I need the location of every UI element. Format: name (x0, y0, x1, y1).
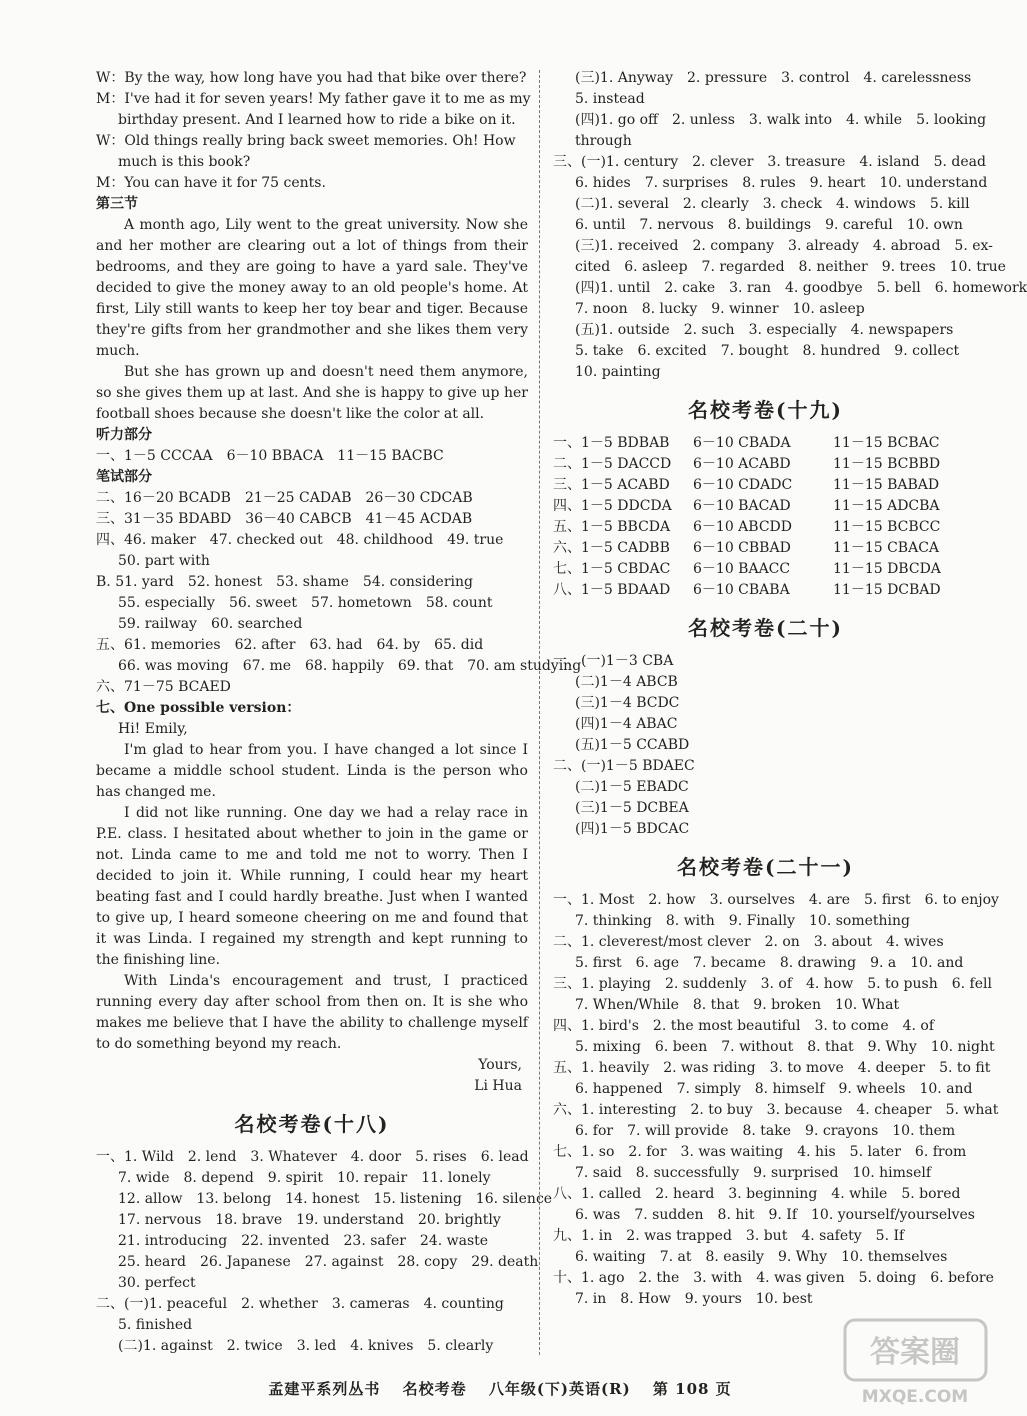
answer-group: 七、1－5 CBDAC (553, 561, 671, 577)
answer-line: 二、(一)1. peaceful 2. whether 3. cameras 4. counting (96, 1296, 504, 1312)
answer-group: 6－10 ACABD (693, 456, 791, 472)
answer-line: 一、1－5 CCCAA 6－10 BBACA 11－15 BACBC (96, 448, 444, 464)
exam-title: 名校考卷(十八) (234, 1112, 390, 1136)
answer-line: (三)1－4 BCDC (575, 695, 680, 711)
essay-paragraph: I'm glad to hear from you. I have changed a lot since I became a middle school student. Linda is the person who has changed me. (96, 742, 528, 800)
answer-group: 11－15 BABAD (833, 477, 940, 493)
answer-line: 25. heard 26. Japanese 27. against 28. copy 29. death (118, 1254, 539, 1270)
watermark-logo (843, 1318, 988, 1410)
answer-line: 5. instead (575, 91, 645, 107)
answer-line: 5. take 6. excited 7. bought 8. hundred 9. collect (575, 343, 960, 359)
dialogue-line: W：By the way, how long have you had that bike over there? (96, 70, 527, 86)
answer-line: 一、(一)1－3 CBA (553, 653, 674, 669)
answer-line: 5. mixing 6. been 7. without 8. that 9. Why 10. night (575, 1039, 995, 1055)
answer-line: 6. was 7. sudden 8. hit 9. If 10. yourself/yourselves (575, 1207, 975, 1223)
answer-line: 一、1. Wild 2. lend 3. Whatever 4. door 5. rises 6. lead (96, 1149, 529, 1165)
answer-line: 59. railway 60. searched (118, 616, 303, 632)
answer-group: 三、1－5 ACABD (553, 477, 670, 493)
series-name: 孟建平系列丛书 (268, 1380, 381, 1398)
answer-line: 一、1. Most 2. how 3. ourselves 4. are 5. first 6. to enjoy (553, 892, 999, 908)
answer-row (553, 496, 978, 517)
watermark-top-text: 答案圈 (870, 1335, 960, 1370)
answer-line: (五)1－5 CCABD (575, 737, 690, 753)
answer-row (553, 517, 978, 538)
answer-line: 6. waiting 7. at 8. easily 9. Why 10. themselves (575, 1249, 948, 1265)
essay-signature: Li Hua (474, 1078, 522, 1094)
answer-group: 6－10 CDADC (693, 477, 793, 493)
answer-row (553, 580, 978, 601)
answer-line: through (575, 133, 632, 149)
answer-group: 五、1－5 BBCDA (553, 519, 671, 535)
answer-line: 五、61. memories 62. after 63. had 64. by 65. did (96, 637, 484, 653)
answer-line: (四)1－5 BDCAC (575, 821, 690, 837)
dialogue-line: M：I've had it for seven years! My father gave it to me as my (96, 91, 531, 107)
answer-line: 6. until 7. nervous 8. buildings 9. careful 10. own (575, 217, 963, 233)
answer-line: 7. noon 8. lucky 9. winner 10. asleep (575, 301, 865, 317)
answer-group: 一、1－5 BDBAB (553, 435, 670, 451)
column-divider (539, 70, 540, 1355)
passage-paragraph: A month ago, Lily went to the great university. Now she and her mother are clearing out a lot of things from their bedrooms, and they are going to have a yard sale. They've decided to give the money away to an old people's home. At first, Lily still wants to keep her toy bear and tiger. Because they're gifts from her grandmother and she likes them very much. (96, 217, 528, 359)
answer-line: 50. part with (118, 553, 210, 569)
answer-line: 四、1. bird's 2. the most beautiful 3. to come 4. of (553, 1018, 935, 1034)
answer-line: 三、(一)1. century 2. clever 3. treasure 4. island 5. dead (553, 154, 986, 170)
answer-line: 二、16－20 BCADB 21－25 CADAB 26－30 CDCAB (96, 490, 473, 506)
answer-group: 11－15 BCBAC (833, 435, 940, 451)
answer-line: cited 6. asleep 7. regarded 8. neither 9. trees 10. true (575, 259, 1006, 275)
answer-line: 7. wide 8. depend 9. spirit 10. repair 11. lonely (118, 1170, 491, 1186)
written-heading: 笔试部分 (96, 469, 152, 485)
answer-line: 三、1. playing 2. suddenly 3. of 4. how 5. to push 6. fell (553, 976, 992, 992)
answer-line: (五)1. outside 2. such 3. especially 4. newspapers (575, 322, 954, 338)
answer-line: 七、1. so 2. for 3. was waiting 4. his 5. later 6. from (553, 1144, 967, 1160)
answer-line: 10. painting (575, 364, 661, 380)
answer-line: 二、1. cleverest/most clever 2. on 3. about 4. wives (553, 934, 944, 950)
answer-row (553, 454, 978, 475)
answer-group: 二、1－5 DACCD (553, 456, 672, 472)
answer-line: (三)1. Anyway 2. pressure 3. control 4. carelessness (575, 70, 972, 86)
book-name: 名校考卷 (402, 1380, 467, 1398)
answer-line: 五、1. heavily 2. was riding 3. to move 4. deeper 5. to fit (553, 1060, 991, 1076)
answer-line: (二)1－4 ABCB (575, 674, 678, 690)
answer-group: 11－15 BCBCC (833, 519, 941, 535)
passage-paragraph: But she has grown up and doesn't need them anymore, so she gives them up at last. And she is happy to give up her football shoes because she doesn't like the color at all. (96, 364, 528, 422)
answer-line: (三)1－5 DCBEA (575, 800, 689, 816)
left-column (96, 68, 582, 1357)
answer-line: 6. hides 7. surprises 8. rules 9. heart 10. understand (575, 175, 988, 191)
answer-group: 11－15 DCBAD (833, 582, 941, 598)
exam-title: 名校考卷(二十) (688, 616, 843, 640)
answer-line: 6. for 7. will provide 8. take 9. crayons 10. them (575, 1123, 956, 1139)
answer-group: 六、1－5 CADBB (553, 540, 670, 556)
page-number: 第 108 页 (652, 1380, 732, 1398)
watermark-bottom-text: MXQE.COM (861, 1387, 969, 1407)
answer-line: (二)1. several 2. clearly 3. check 4. windows 5. kill (575, 196, 970, 212)
answer-group: 11－15 BCBBD (833, 456, 941, 472)
answer-group: 11－15 DBCDA (833, 561, 941, 577)
answer-line: 17. nervous 18. brave 19. understand 20. brightly (118, 1212, 501, 1228)
dialogue-line: W：Old things really bring back sweet memories. Oh! How (96, 133, 516, 149)
answer-group: 6－10 BACAD (693, 498, 791, 514)
answer-line: 九、1. in 2. was trapped 3. but 4. safety 5. If (553, 1228, 905, 1244)
listening-heading: 听力部分 (96, 427, 152, 443)
answer-row (553, 475, 978, 496)
essay-paragraph: With Linda's encouragement and trust, I practiced running every day after school from then on. It is she who makes me believe that I have the ability to challenge myself to do something beyond my reach. (96, 973, 528, 1052)
answer-line: 6. happened 7. simply 8. himself 9. wheels 10. and (575, 1081, 973, 1097)
answer-line: B. 51. yard 52. honest 53. shame 54. considering (96, 574, 473, 590)
answer-line: 六、71－75 BCAED (96, 679, 231, 695)
answer-line: 7. When/While 8. that 9. broken 10. What (575, 997, 900, 1013)
answer-line: 5. first 6. age 7. became 8. drawing 9. a 10. and (575, 955, 964, 971)
answer-group: 6－10 BAACC (693, 561, 791, 577)
section-heading: 第三节 (96, 196, 138, 212)
right-column (553, 68, 1027, 1310)
answer-line: 55. especially 56. sweet 57. hometown 58. count (118, 595, 493, 611)
answer-group: 6－10 CBADA (693, 435, 791, 451)
grade-subject: 八年级(下)英语(R) (488, 1380, 631, 1398)
answer-line: 六、1. interesting 2. to buy 3. because 4. cheaper 5. what (553, 1102, 999, 1118)
essay-heading: 七、One possible version： (96, 700, 301, 716)
answer-group: 6－10 CBABA (693, 582, 790, 598)
answer-line: 八、1. called 2. heard 3. beginning 4. while 5. bored (553, 1186, 961, 1202)
answer-line: 四、46. maker 47. checked out 48. childhood 49. true (96, 532, 504, 548)
answer-row (553, 538, 978, 559)
essay-greeting: Hi! Emily, (118, 721, 188, 737)
answer-group: 11－15 ADCBA (833, 498, 940, 514)
answer-group: 11－15 CBACA (833, 540, 940, 556)
answer-line: 30. perfect (118, 1275, 196, 1291)
answer-row (553, 559, 978, 580)
answer-group: 6－10 ABCDD (693, 519, 792, 535)
dialogue-line: much is this book? (118, 154, 251, 170)
answer-line: (四)1. until 2. cake 3. ran 4. goodbye 5. bell 6. homework (575, 280, 1027, 296)
answer-line: 7. said 8. successfully 9. surprised 10. himself (575, 1165, 932, 1181)
answer-line: 7. thinking 8. with 9. Finally 10. something (575, 913, 911, 929)
dialogue-line: M：You can have it for 75 cents. (96, 175, 326, 191)
answer-line: 二、(一)1－5 BDAEC (553, 758, 695, 774)
dialogue-line: birthday present. And I learned how to ride a bike on it. (118, 112, 516, 128)
answer-line: 7. in 8. How 9. yours 10. best (575, 1291, 813, 1307)
answer-row (553, 433, 978, 454)
answer-line: 12. allow 13. belong 14. honest 15. listening 16. silence (118, 1191, 553, 1207)
essay-paragraph: I did not like running. One day we had a relay race in P.E. class. I hesitated about whether to join in the game or not. Linda came to me and told me not to worry. Then I decided to join it. While running, I could hear my heart beating fast and I could hardly breathe. Just when I wanted to give up, I heard someone cheering on me and found that it was Linda. I regained my strength and kept running to the finishing line. (96, 805, 528, 968)
exam-title: 名校考卷(十九) (688, 398, 843, 422)
answer-group: 四、1－5 DDCDA (553, 498, 672, 514)
answer-line: 66. was moving 67. me 68. happily 69. that 70. am studying (118, 658, 582, 674)
answer-line: 5. finished (118, 1317, 193, 1333)
answer-line: (四)1－4 ABAC (575, 716, 678, 732)
answer-line: 十、1. ago 2. the 3. with 4. was given 5. doing 6. before (553, 1270, 994, 1286)
answer-group: 八、1－5 BDAAD (553, 582, 671, 598)
answer-line: (三)1. received 2. company 3. already 4. abroad 5. ex- (575, 238, 993, 254)
answer-group: 6－10 CBBAD (693, 540, 791, 556)
answer-line: (二)1. against 2. twice 3. led 4. knives 5. clearly (118, 1338, 494, 1354)
answer-line: 三、31－35 BDABD 36－40 CABCB 41－45 ACDAB (96, 511, 473, 527)
essay-closing: Yours, (478, 1057, 522, 1073)
answer-line: (四)1. go off 2. unless 3. walk into 4. while 5. looking (575, 112, 987, 128)
answer-line: (二)1－5 EBADC (575, 779, 689, 795)
exam-title: 名校考卷(二十一) (677, 855, 854, 879)
answer-line: 21. introducing 22. invented 23. safer 24. waste (118, 1233, 489, 1249)
